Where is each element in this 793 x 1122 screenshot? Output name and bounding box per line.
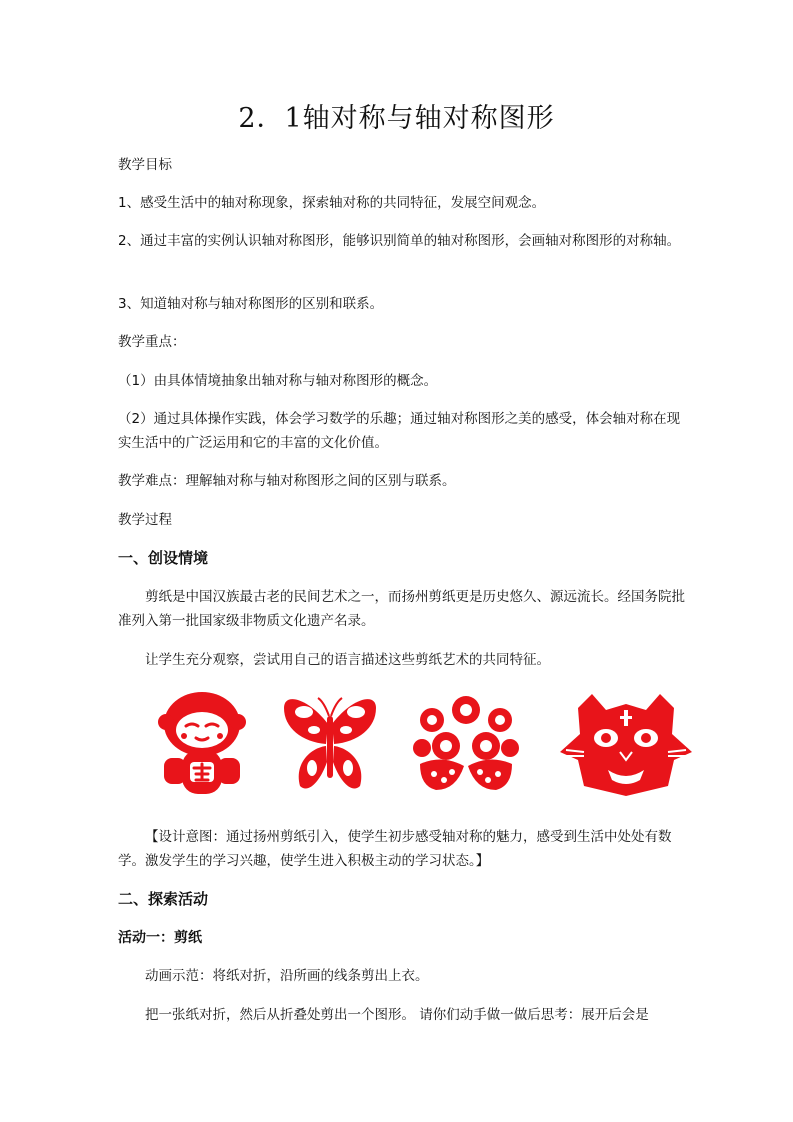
activity1-paragraph: 动画示范：将纸对折，沿所画的线条剪出上衣。 [145,968,429,984]
design-intent-text: 【设计意图：通过扬州剪纸引入，使学生初步感受轴对称的魅力，感受到生活中处处有数学。激发学生的学习兴趣，使学生进入积极主动的学习状态。】 [118,829,672,869]
key-points-heading: 教学重点： [118,334,186,350]
difficulty-text: 教学难点：理解轴对称与轴对称图形之间的区别与联系。 [118,473,456,489]
paper-cut-gallery [140,690,700,800]
page-title: 2．1轴对称与轴对称图形 [238,103,555,134]
paper-cut-doll-image [156,690,248,798]
objective-item: 1、感受生活中的轴对称现象，探索轴对称的共同特征，发展空间观念。 [118,195,546,211]
objective-item: 2、通过丰富的实例认识轴对称图形，能够识别简单的轴对称图形，会画轴对称图形的对称轴。 [118,233,681,249]
objective-item: 3、知道轴对称与轴对称图形的区别和联系。 [118,296,384,312]
paper-cut-flowers-image [412,690,520,798]
activity1-heading: 活动一：剪纸 [118,930,202,946]
key-point-item: （2）通过具体操作实践，体会学习数学的乐趣；通过轴对称图形之美的感受，体会轴对称在现实生活中的广泛运用和它的丰富的文化价值。 [118,411,681,451]
section1-paragraph: 剪纸是中国汉族最古老的民间艺术之一，而扬州剪纸更是历史悠久、源远流长。经国务院批准列入第一批国家级非物质文化遗产名录。 [118,589,685,629]
section1-paragraph: 让学生充分观察，尝试用自己的语言描述这些剪纸艺术的共同特征。 [145,652,550,668]
key-point-item: （1）由具体情境抽象出轴对称与轴对称图形的概念。 [118,373,438,389]
section1-heading: 一、创设情境 [118,549,209,567]
section2-heading: 二、探索活动 [118,890,209,908]
process-heading: 教学过程 [118,512,172,528]
activity1-paragraph: 把一张纸对折，然后从折叠处剪出一个图形。 请你们动手做一做后思考：展开后会是 [145,1007,649,1023]
paper-cut-butterfly-image [280,690,380,798]
objectives-heading: 教学目标 [118,157,172,173]
paper-cut-tiger-image [556,690,696,798]
